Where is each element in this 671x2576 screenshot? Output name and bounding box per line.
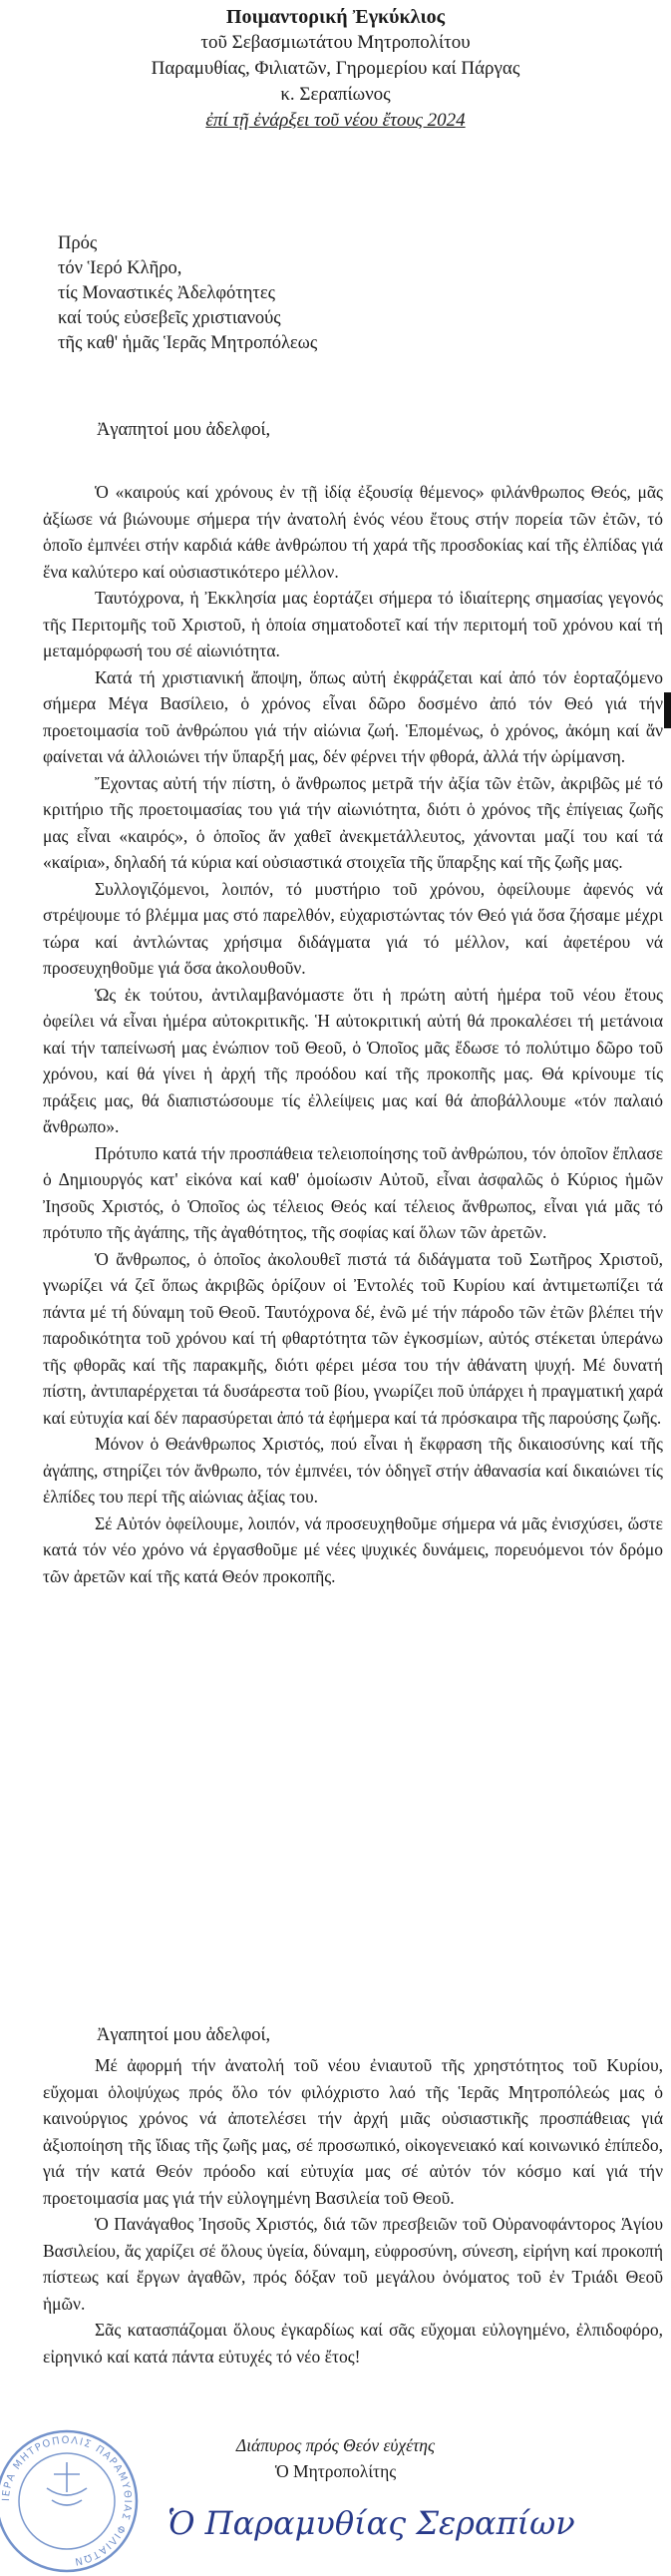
body-paragraph: Ταυτόχρονα, ἡ Ἐκκλησία μας ἑορτάζει σήμερα τό ἰδιαίτερης σημασίας γεγονός τῆς Περιτομῆς τοῦ Χριστοῦ, ἡ ὁποία σηματοδοτεῖ καί τήν περιτομή τοῦ χρόνου καί τή μεταμόρφωσή του σέ αἰωνιότητα. — [43, 588, 663, 660]
svg-text:ΙΕΡΑ ΜΗΤΡΟΠΟΛΙΣ ΠΑΡΑΜΥΘΙΑΣ ΦΙΛ — [1, 2435, 133, 2567]
body-paragraph: Ὁ Πανάγαθος Ἰησοῦς Χριστός, διά τῶν πρεσβειῶν τοῦ Οὐρανοφάντορος Ἁγίου Βασιλείου, ἄς χαρίζει σέ ὅλους ὑγεία, δύναμη, εὐφροσύνη, σύνεση, εἰρήνη καί προκοπή πίστεως καί ἔργων ἀγαθῶν, πρός δόξαν τοῦ μεγάλου ὀνόματος τοῦ ἐν Τριάδι Θεοῦ ἡμῶν. — [43, 2214, 663, 2314]
header-line: κ. Σεραπίωνος — [280, 84, 391, 105]
body-paragraph: Ὡς ἐκ τούτου, ἀντιλαμβανόμαστε ὅτι ἡ πρώτη αὐτή ἡμέρα τοῦ νέου ἔτους ὀφείλει νά εἶναι ἡμέρα αὐτοκριτικῆς. Ἡ αὐτοκριτική αὐτή θά προκαλέσει τή μετάνοια καί τήν ταπείνωσή μας ἐνώπιον τοῦ Θεοῦ, ὁ Ὁποῖος μᾶς ἔδωσε τό πολύτιμο δῶρο τοῦ χρόνου, καί θά γίνει ἡ ἀρχή τῆς προόδου καί τῆς προκοπῆς μας. Θά κρίνουμε τίς πράξεις μας, θά διαπιστώσουμε τίς ἐλλείψεις μας καί θά ἀποβάλλουμε «τόν παλαιό ἄνθρωπο». — [43, 984, 663, 1136]
handwritten-signature — [160, 2494, 598, 2550]
letter-header — [0, 4, 671, 134]
body-section-main — [43, 479, 663, 1589]
header-line: τοῦ Σεβασμιωτάτου Μητροπολίτου — [200, 32, 471, 53]
address-line: Πρός — [58, 233, 98, 253]
body-paragraph: Μόνον ὁ Θεάνθρωπος Χριστός, πού εἶναι ἡ ἔκφραση τῆς δικαιοσύνης καί τῆς ἀγάπης, στηρίζει τόν ἄνθρωπο, τόν ἐμπνέει, τόν ὁδηγεῖ στήν ἀθανασία καί δικαιώνει τίς ἐλπίδες του περί τῆς αἰώνιας ἀξίας του. — [43, 1434, 663, 1506]
seal-text: ΙΕΡΑ ΜΗΤΡΟΠΟΛΙΣ ΠΑΡΑΜΥΘΙΑΣ ΦΙΛΙΑΤΩΝ — [0, 2434, 134, 2567]
letter-title: Ποιμαντορική Ἐγκύκλιος — [225, 6, 446, 28]
signature-text: Ὁ Παραμυθίας Σεραπίων — [168, 2504, 575, 2542]
address-line: τῆς καθ' ἡμᾶς Ἱερᾶς Μητροπόλεως — [58, 333, 318, 353]
margin-scan-mark — [664, 692, 671, 728]
body-paragraph: Ἔχοντας αὐτή τήν πίστη, ὁ ἄνθρωπος μετρᾶ τήν ἀξία τῶν ἐτῶν, ἀκριβῶς μέ τό κριτήριο τῆς προετοιμασίας του γιά τήν αἰωνιότητα, διότι ὁ χρόνος τῆς ἐπίγειας ζωῆς μας εἶναι «καιρός», ὁ ὁποῖος ἄν χαθεῖ ἀνεκμετάλλευτος, χάνονται μαζί του καί τά «καίρια», δηλαδή τά κύρια καί οὐσιαστικά στοιχεῖα τῆς ὕπαρξης καί τῆς ζωῆς μας. — [43, 772, 663, 872]
body-paragraph: Πρότυπο κατά τήν προσπάθεια τελειοποίησης τοῦ ἀνθρώπου, τόν ὁποῖον ἔπλασε ὁ Δημιουργός κατ' εἰκόνα καί καθ' ὁμοίωσιν Αὐτοῦ, εἶναι ἀσφαλῶς ὁ Κύριος ἡμῶν Ἰησοῦς Χριστός, ὁ Ὁποῖος ὡς τέλειος Θεός καί τέλειος ἄνθρωπος, εἶναι γιά μᾶς τό πρότυπο τῆς ἀγάπης, τῆς ἀγαθότητος, τῆς σοφίας καί ὅλων τῶν ἀρετῶν. — [43, 1142, 663, 1242]
body-paragraph: Συλλογιζόμενοι, λοιπόν, τό μυστήριο τοῦ χρόνου, ὀφείλουμε ἀφενός νά στρέψουμε τό βλέμμα μας στό παρελθόν, εὐχαριστώντας τόν Θεό γιά ὅσα ζήσαμε μέχρι τώρα καί ἀντλώντας χρήσιμα διδάγματα γιά τό μέλλον, καί ἀφετέρου νά προσευχηθοῦμε γιά ὅσα ἀκολουθοῦν. — [43, 878, 663, 978]
closing-line: Διάπυρος πρός Θεόν εὐχέτης — [235, 2435, 436, 2455]
address-line: τίς Μοναστικές Ἀδελφότητες — [58, 283, 275, 303]
address-line: τόν Ἱερό Κλῆρο, — [58, 258, 182, 278]
greeting-closing: Ἀγαπητοί μου ἀδελφοί, — [97, 2025, 271, 2045]
greeting: Ἀγαπητοί μου ἀδελφοί, — [97, 420, 271, 440]
body-paragraph: Ὁ «καιρούς καί χρόνους ἐν τῇ ἰδίᾳ ἐξουσίᾳ θέμενος» φιλάνθρωπος Θεός, μᾶς ἀξίωσε νά βιώνουμε σήμερα τήν ἀνατολή ἑνός νέου ἔτους στήν πορεία τῶν ἐτῶν, τό ὁποῖο ἐμπνέει στήν καρδιά κάθε ἀνθρώπου τή χαρά τῆς προσδοκίας καί τῆς ἐλπίδας γιά ἕνα καλύτερο καί οὐσιαστικότερο μέλλον. — [43, 482, 663, 582]
address-line: καί τούς εὐσεβεῖς χριστιανούς — [58, 308, 281, 328]
body-section-wishes — [43, 2052, 663, 2369]
body-paragraph: Κατά τή χριστιανική ἄποψη, ὅπως αὐτή ἐκφράζεται καί ἀπό τόν ἑορταζόμενο σήμερα Μέγα Βασίλειο, ὁ χρόνος εἶναι δῶρο δοσμένο ἀπό τόν Θεό γιά τήν προετοιμασία τοῦ ἀνθρώπου γιά τήν αἰώνια ζωή. Ἑπομένως, ὁ χρόνος, ἀκόμη καί ἄν φαίνεται νά ἀλλοιώνει τήν ὕπαρξή μας, δέν φέρνει τήν φθορά, ἀλλά τήν ὡρίμανση. — [43, 666, 663, 766]
body-paragraph: Ὁ ἄνθρωπος, ὁ ὁποῖος ἀκολουθεῖ πιστά τά διδάγματα τοῦ Σωτῆρος Χριστοῦ, γνωρίζει νά ζεῖ ὅπως ἀκριβῶς ὁρίζουν οἱ Ἐντολές τοῦ Κυρίου καί ἀντιμετωπίζει τά πάντα μέ τή δύναμη τοῦ Θεοῦ. Ταυτόχρονα δέ, ἐνῶ μέ τήν πάροδο τῶν ἐτῶν βλέπει τήν παροδικότητα τοῦ χρόνου καί τή φθαρτότητα τῶν ἐγκοσμίων, αὐτός στέκεται ὑπεράνω τῆς φθορᾶς καί τῆς παρακμῆς, διότι φέρει μέσα του τήν ἀθάνατη ψυχή. Μέ δυνατή πίστη, ἀντιπαρέρχεται τά δυσάρεστα τοῦ βίου, γνωρίζει ποῦ ὑπάρχει ἡ πραγματική χαρά καί εὐτυχία καί δέν παρασύρεται ἀπό τά ἐφήμερα καί τά πρόσκαιρα τῆς παρούσης ζωῆς. — [43, 1248, 663, 1428]
addressee-block — [58, 231, 656, 356]
header-line: Παραμυθίας, Φιλιατῶν, Γηρομερίου καί Πάργας — [151, 58, 520, 79]
body-paragraph: Σᾶς κατασπάζομαι ὅλους ἐγκαρδίως καί σᾶς εὔχομαι εὐλογημένο, ἐλπιδοφόρο, εἰρηνικό καί κατά πάντα εὐτυχές τό νέο ἔτος! — [43, 2320, 663, 2366]
signer-title: Ὁ Μητροπολίτης — [274, 2461, 397, 2481]
occasion-line: ἐπί τῇ ἐνάρξει τοῦ νέου ἔτους 2024 — [205, 110, 466, 131]
body-paragraph: Μέ ἀφορμή τήν ἀνατολή τοῦ νέου ἐνιαυτοῦ τῆς χρηστότητος τοῦ Κυρίου, εὔχομαι ὁλοψύχως πρός ὅλο τόν φιλόχριστο λαό τῆς Ἱερᾶς Μητροπόλεώς μας ὁ καινούργιος χρόνος νά ἀποτελέσει τήν ἀρχή μιᾶς οὐσιαστικῆς προσπάθειας γιά ἀξιοποίηση τῆς ἴδιας τῆς ζωῆς μας, σέ προσωπικό, οἰκογενειακό καί κοινωνικό ἐπίπεδο, γιά τήν κατά Θεόν πρόοδο καί εὐτυχία μας σέ αὐτόν τόν κόσμο καί γιά τήν προετοιμασία μας γιά τήν εὐλογημένη Βασιλεία τοῦ Θεοῦ. — [43, 2055, 663, 2208]
body-paragraph: Σέ Αὐτόν ὀφείλουμε, λοιπόν, νά προσευχηθοῦμε σήμερα νά μᾶς ἐνισχύσει, ὥστε κατά τόν νέο χρόνο νά ἐργασθοῦμε μέ νέες ψυχικές δυνάμεις, πορευόμενοι τόν δρόμο τῶν ἀρετῶν καί τῆς κατά Θεόν προκοπῆς. — [43, 1512, 663, 1586]
